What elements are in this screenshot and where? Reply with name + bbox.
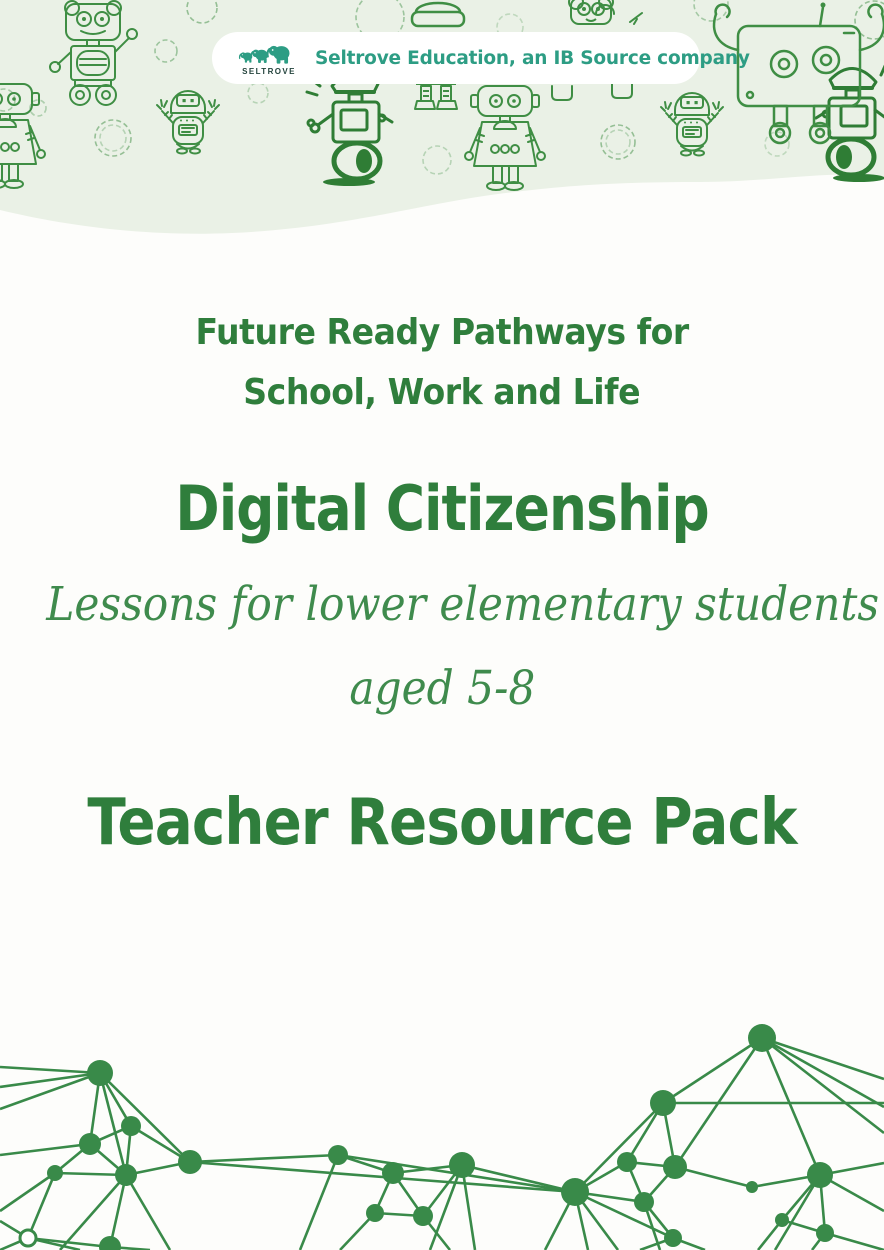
subtitle — [0, 563, 884, 731]
series-title-line1: Future Ready Pathways for — [195, 312, 689, 353]
network-edges — [0, 1038, 884, 1250]
course-title: Digital Citizenship — [175, 472, 709, 545]
series-title — [0, 303, 884, 423]
logo-wordmark: SELTROVE — [242, 66, 296, 76]
elephants-icon — [238, 41, 300, 67]
brand-tagline: Seltrove Education, an IB Source company — [315, 47, 750, 69]
brand-pill — [212, 32, 750, 84]
network-graph — [0, 1015, 884, 1250]
subtitle-line1: Lessons for lower elementary students — [46, 577, 880, 632]
network-nodes — [20, 1024, 834, 1250]
series-title-line2: School, Work and Life — [243, 372, 641, 413]
seltrove-logo — [238, 41, 300, 76]
pack-title: Teacher Resource Pack — [87, 786, 797, 860]
subtitle-line2: aged 5-8 — [349, 661, 535, 716]
